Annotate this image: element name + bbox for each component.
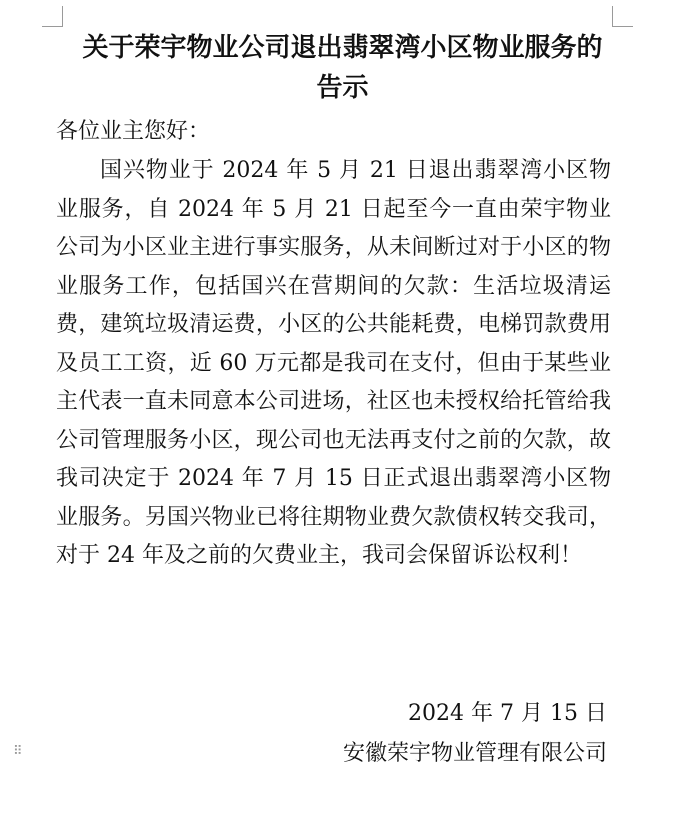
- notice-date: 2024 年 7 月 15 日: [408, 701, 607, 726]
- salutation: 各位业主您好：: [56, 119, 211, 144]
- title-line-2: 告示: [316, 73, 369, 103]
- body-paragraph: 国兴物业于 2024 年 5 月 21 日退出翡翠湾小区物业服务，自 2024 年 5 月 21 日起至今一直由荣宇物业公司为小区业主进行事实服务，从未间断过对于小区的物业服务工作，包括国兴在营期间的欠款：生活垃圾清运费，建筑垃圾清运费，小区的公共能耗费，电梯罚款费用及员工工资，近 60 万元都是我司在支付，但由于某些业主代表一直未同意本公司进场，社区也未授权给托管给我公司管理服务小区，现公司也无法再支付之前的欠款，故我司决定于 2024 年 7 月 15 日正式退出翡翠湾小区物业服务。另国兴物业已将往期物业费欠款债权转交我司，对于 24 年及之前的欠费业主，我司会保留诉讼权利！: [56, 158, 611, 568]
- document-title: [40, 28, 645, 108]
- title-line-1: 关于荣宇物业公司退出翡翠湾小区物业服务的: [82, 33, 603, 63]
- company-signature: 安徽荣宇物业管理有限公司: [342, 741, 607, 766]
- page-corner-marker-top-right: [612, 6, 633, 27]
- drag-handle-icon[interactable]: ⠿: [13, 744, 23, 759]
- page-corner-marker-top-left: [42, 6, 63, 27]
